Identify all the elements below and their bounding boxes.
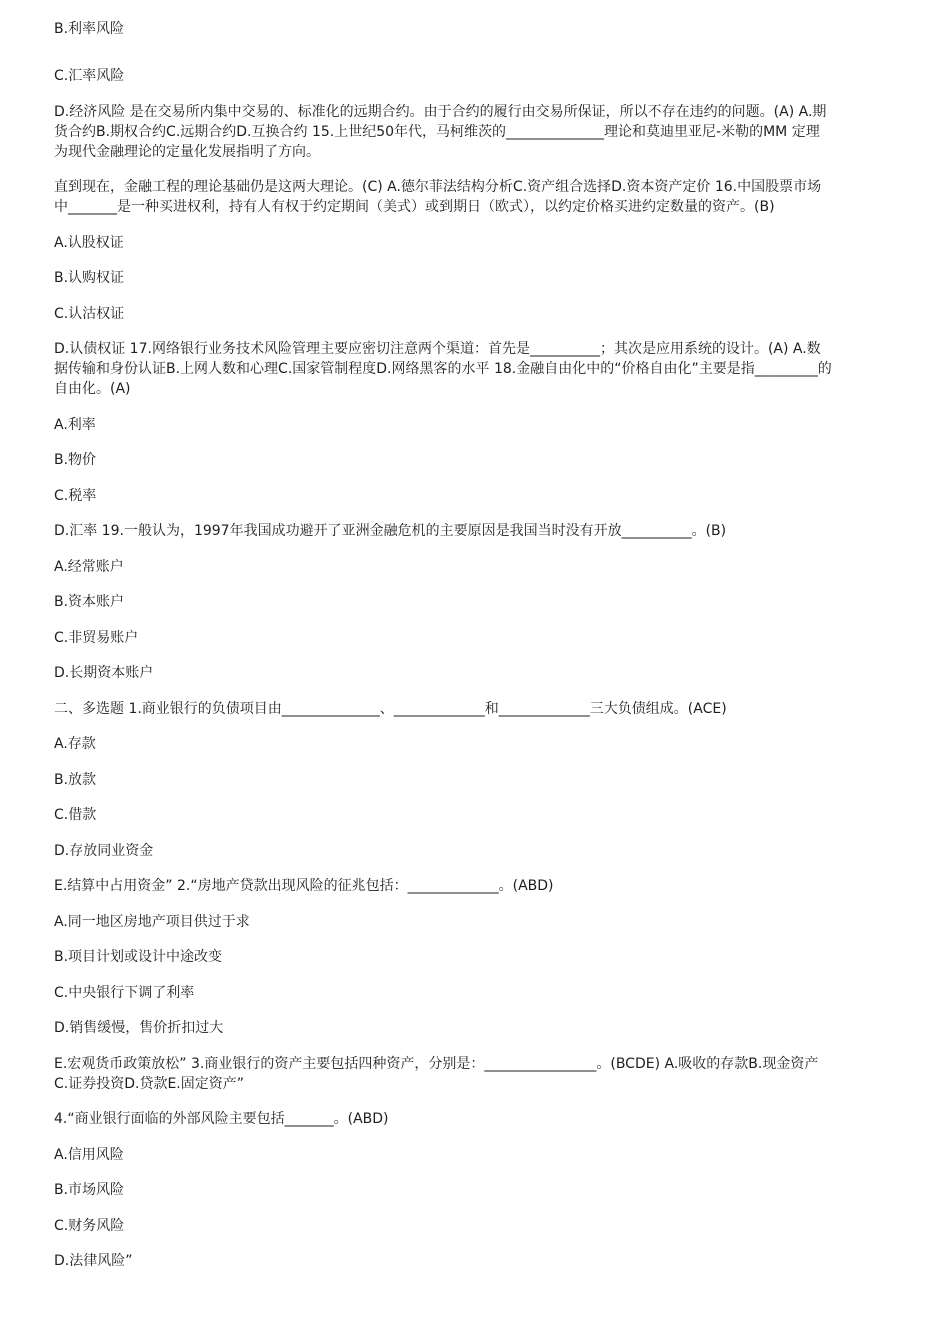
text-line: E.宏观货币政策放松” 3.商业银行的资产主要包括四种资产，分别是：________________。(BCDE) A.吸收的存款B.现金资产	[54, 1056, 819, 1072]
text-line: B.放款	[54, 772, 97, 788]
text-line: B.物价	[54, 452, 97, 468]
text-line: D.认债权证 17.网络银行业务技术风险管理主要应密切注意两个渠道：首先是__________；其次是应用系统的设计。(A) A.数	[54, 341, 821, 357]
text-line: 直到现在，金融工程的理论基础仍是这两大理论。(C) A.德尔菲法结构分析C.资产组合选择D.资本资产定价 16.中国股票市场	[54, 179, 822, 195]
text-line: B.资本账户	[54, 594, 125, 610]
text-line: A.存款	[54, 736, 96, 752]
text-line: C.证券投资D.贷款E.固定资产”	[54, 1076, 245, 1092]
section-heading: 二、多选题 1.商业银行的负债项目由______________、_____________和_____________三大负债组成。(ACE)	[54, 701, 727, 717]
text-line: D.存放同业资金	[54, 843, 154, 859]
text-line: 4.“商业银行面临的外部风险主要包括_______。(ABD)	[54, 1111, 389, 1127]
text-line: D.汇率 19.一般认为，1997年我国成功避开了亚洲金融危机的主要原因是我国当时没有开放__________。(B)	[54, 523, 727, 539]
text-line: D.销售缓慢，售价折扣过大	[54, 1020, 224, 1036]
text-line: A.认股权证	[54, 235, 124, 251]
text-line: 自由化。(A)	[54, 381, 131, 397]
text-line: A.同一地区房地产项目供过于求	[54, 914, 250, 930]
cut-off-text: B.利率风险	[54, 21, 125, 37]
text-line: 货合约B.期权合约C.远期合约D.互换合约 15.上世纪50年代，马柯维茨的______________理论和莫迪里亚尼-米勒的MM 定理	[54, 124, 820, 140]
text-line: A.利率	[54, 417, 96, 433]
text-line: C.认沽权证	[54, 306, 125, 322]
text-line: 为现代金融理论的定量化发展指明了方向。	[54, 144, 320, 160]
text-line: D.法律风险”	[54, 1253, 133, 1269]
text-line: C.税率	[54, 488, 97, 504]
text-line: D.长期资本账户	[54, 665, 154, 681]
text-line: A.经常账户	[54, 559, 124, 575]
text-line: D.经济风险 是在交易所内集中交易的、标准化的远期合约。由于合约的履行由交易所保证，所以不存在违约的问题。(A) A.期	[54, 104, 827, 120]
text-line: 据传输和身份认证B.上网人数和心理C.国家管制程度D.网络黑客的水平 18.金融自由化中的“价格自由化”主要是指_________的	[54, 361, 832, 377]
text-line: C.借款	[54, 807, 97, 823]
text-line: A.信用风险	[54, 1147, 124, 1163]
cut-off-top-line	[54, 21, 174, 46]
text-line: 中_______是一种买进权利，持有人有权于约定期间（美式）或到期日（欧式），以约定价格买进约定数量的资产。(B)	[54, 199, 775, 215]
text-line: B.认购权证	[54, 270, 125, 286]
text-line: B.市场风险	[54, 1182, 125, 1198]
text-line: E.结算中占用资金” 2.“房地产贷款出现风险的征兆包括：_____________。(ABD)	[54, 878, 554, 894]
text-line: B.项目计划或设计中途改变	[54, 949, 223, 965]
text-line: C.汇率风险	[54, 68, 125, 84]
text-line: C.财务风险	[54, 1218, 125, 1234]
text-line: C.非贸易账户	[54, 630, 139, 646]
text-line: C.中央银行下调了利率	[54, 985, 195, 1001]
